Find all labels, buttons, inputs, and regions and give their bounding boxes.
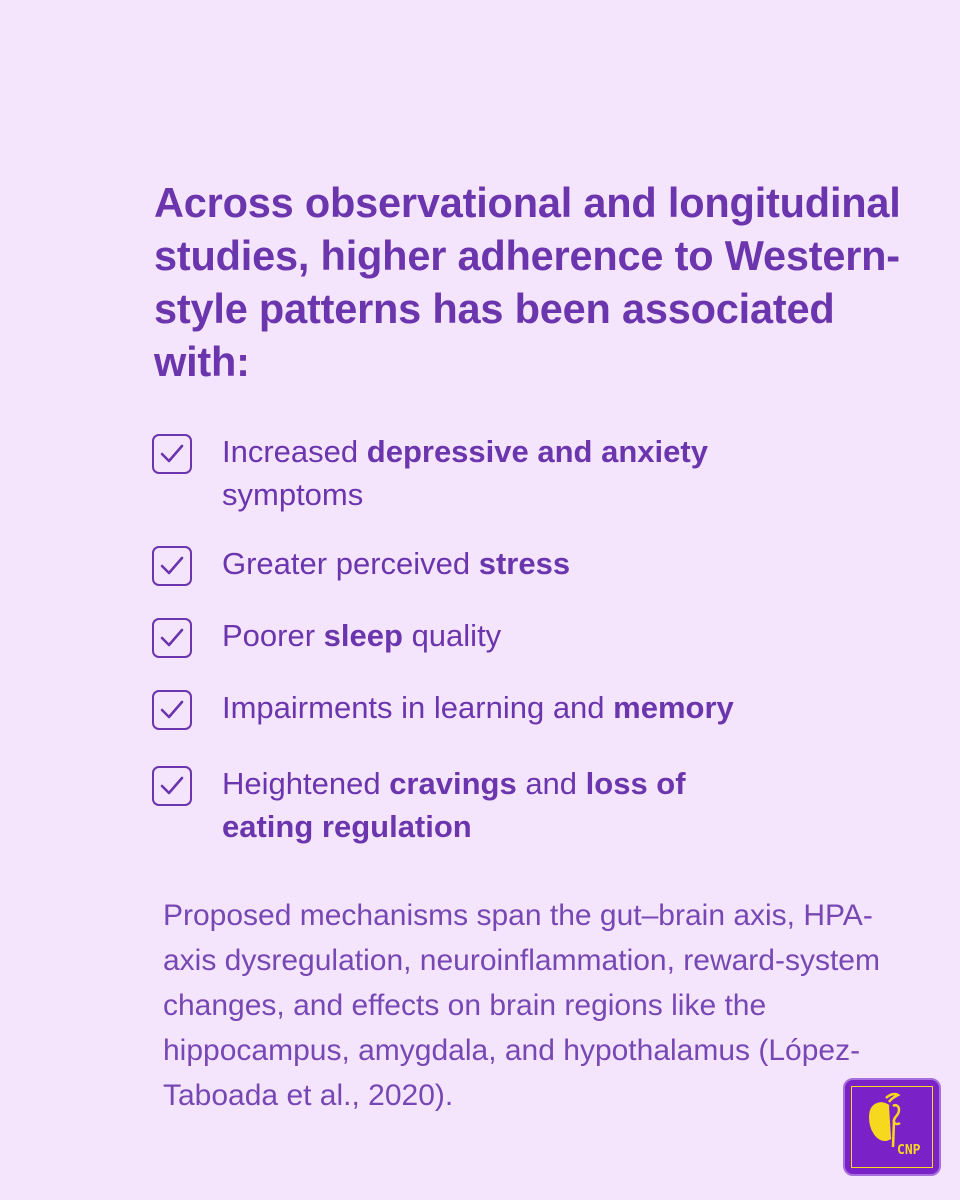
emphasis-text: loss of eating regulation (222, 766, 686, 844)
checkbox-checked-icon (152, 690, 192, 730)
item-text-part: Impairments in learning and (222, 690, 614, 725)
checklist-item-text (222, 542, 782, 585)
cnp-logo (843, 1078, 941, 1176)
emphasis-text: cravings (389, 766, 517, 801)
item-text-part: quality (402, 618, 502, 653)
emphasis-text: depressive and anxiety (366, 434, 708, 469)
mechanisms-text: Proposed mechanisms span the gut–brain axis, HPA-axis dysregulation, neuroinflammation, reward-system changes, and effects on brain regions like the hippocampus, amygdala, and hypothalamus (López-Taboada et al., 2020). (163, 899, 880, 1112)
item-text-part: Heightened (222, 766, 390, 801)
checkbox-checked-icon (152, 434, 192, 474)
item-text-part: symptoms (222, 477, 364, 512)
emphasis-text: sleep (323, 618, 403, 653)
checklist-item-text (222, 762, 782, 848)
heading: Across observational and longitudinal studies, higher adherence to Western-style patterns has been associated with: (154, 179, 901, 385)
item-text-part: Greater perceived (222, 546, 479, 581)
emphasis-text: memory (613, 690, 734, 725)
checkbox-checked-icon (152, 618, 192, 658)
checklist-item-text (222, 686, 782, 729)
checkbox-checked-icon (152, 766, 192, 806)
checkbox-checked-icon (152, 546, 192, 586)
logo-text: CNP (897, 1143, 921, 1158)
checklist-item-text (222, 614, 782, 657)
emphasis-text: stress (478, 546, 571, 581)
item-text-part: Increased (222, 434, 367, 469)
item-text-part: Poorer (222, 618, 324, 653)
item-text-part: and (516, 766, 586, 801)
checklist-item-text (222, 430, 782, 516)
